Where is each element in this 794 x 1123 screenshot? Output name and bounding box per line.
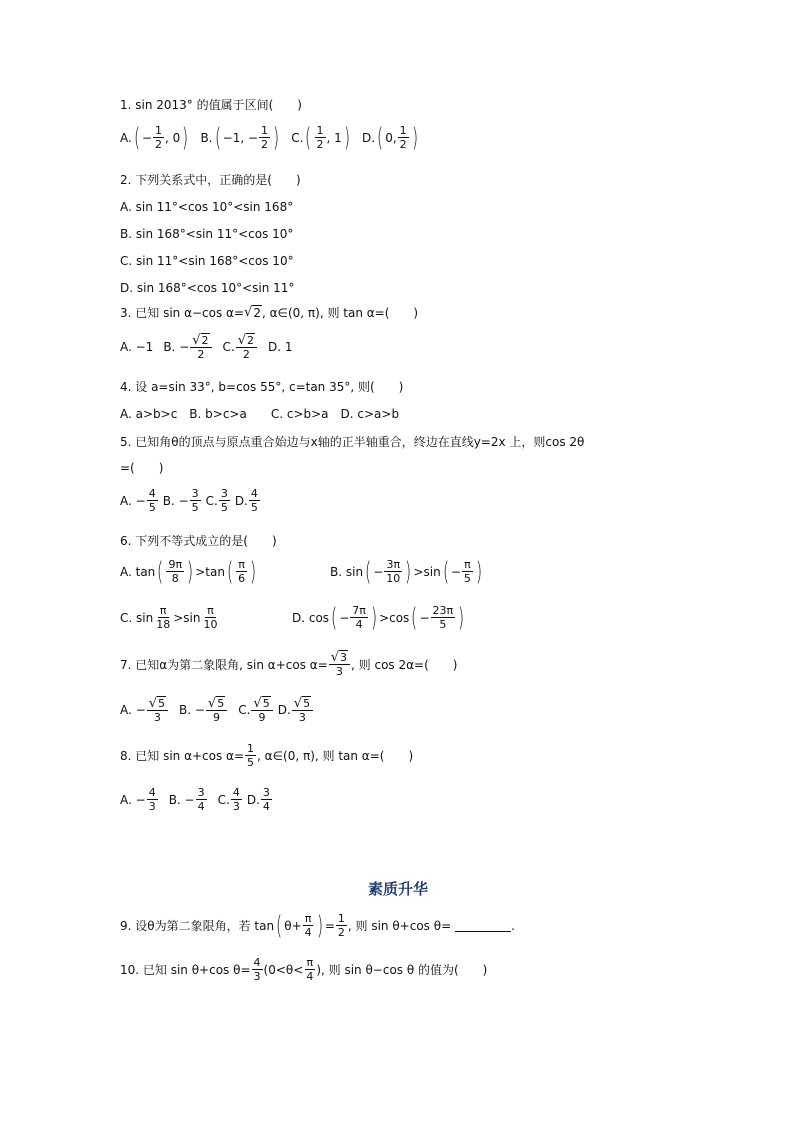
q3-c-label: C. [222,340,235,354]
q6-option-c: C. sin $\frac{\pi}{18}$ >sin $\frac{\pi}{10}$ [120,604,218,631]
q10-stem: 10. 已知 sin θ+cos θ= $\frac{4}{3}$ (0<θ< $\frac{\pi}{4}$ ), 则 sin θ−cos θ 的值为( ) [120,956,488,983]
q1-a-frac: $\frac{1}{2}$ [155,124,163,151]
q1-b-label: B. [200,130,213,145]
q5-stem-line2: =( ) [120,461,164,475]
q3-stem: 3. 已知 sin α−cos α= √ 2 , α∈(0, π), 则 tan α=( ) [120,305,419,320]
q3-option-a: A. −1 [120,340,154,354]
q5-c-frac: $\frac{3}{5}$ [220,487,228,514]
q2-option-b: B. sin 168°<sin 11°<cos 10° [120,227,294,241]
q8-stem: 8. 已知 sin α+cos α= $\frac{1}{5}$ , α∈(0, π), 则 tan α=( ) [120,742,414,769]
section-title: 素质升华 [355,878,441,900]
q7-options: A. − $\frac{√5}{3}$ B. − $\frac{√5}{9}$ C. $\frac{√5}{9}$ D. $\frac{√5}{3}$ [120,696,314,724]
q5-options: A. − $\frac{4}{5}$ B. − $\frac{3}{5}$ C. $\frac{3}{5}$ D. $\frac{4}{5}$ [120,487,258,514]
q9-stem: 9. 设θ为第二象限角，若 tan ( θ+ $\frac{\pi}{4}$ ) = $\frac{1}{2}$ , 则 sin θ+cos θ= . [120,910,515,941]
q3-b-frac: $\frac{√2}{2}$ [190,333,211,361]
q1-a-label: A. [120,130,132,145]
q1-b-frac: $\frac{1}{2}$ [261,124,269,151]
q2-option-c: C. sin 11°<sin 168°<cos 10° [120,254,294,268]
q6-option-b: B. sin ( − $\frac{3\pi}{10}$ ) >sin ( − $\frac{\pi}{5}$ ) [330,556,483,587]
q1-d-frac: $\frac{1}{2}$ [399,124,407,151]
q7-stem-frac: $\frac{√3}{3}$ [329,650,350,678]
q1-c-frac: $\frac{1}{2}$ [316,124,324,151]
q3-option-d: D. 1 [268,340,293,354]
q4-stem: 4. 设 a=sin 33°, b=cos 55°, c=tan 35°, 则( ) [120,380,404,394]
q2-stem: 2. 下列关系式中，正确的是( ) [120,173,301,187]
q5-a-frac: $\frac{4}{5}$ [148,487,156,514]
q5-b-frac: $\frac{3}{5}$ [191,487,199,514]
q6-option-a: A. tan ( $\frac{9\pi}{8}$ ) >tan ( $\frac{\pi}{6}$ ) [120,556,257,587]
q2-option-a: A. sin 11°<cos 10°<sin 168° [120,200,294,214]
q3-options [120,333,293,361]
q3-b-label: B. − [163,340,190,354]
q3-c-frac: $\frac{√2}{2}$ [236,333,257,361]
q2-option-d: D. sin 168°<cos 10°<sin 11° [120,281,295,295]
q8-options: A. − $\frac{4}{3}$ B. − $\frac{3}{4}$ C. $\frac{4}{3}$ D. $\frac{3}{4}$ [120,786,270,813]
q1-options: A. ( − $\frac{1}{2}$ , 0 ) B. ( −1, − $\frac{1}{2}$ ) C. ( $\frac{1}{2}$ , 1 ) D. ( 0, $\frac{1}{2}$ ) [120,122,418,153]
q4-options: A. a>b>c B. b>c>a C. c>b>a D. c>a>b [120,407,400,421]
q5-stem-line1: 5. 已知角θ的顶点与原点重合始边与x轴的正半轴重合，终边在直线y=2x 上，则cos 2θ [120,435,585,449]
q6-option-d: D. cos ( − $\frac{7\pi}{4}$ ) >cos ( − $\frac{23\pi}{5}$ ) [292,602,465,633]
q1-c-label: C. [291,130,304,145]
q9-answer-blank [455,919,511,932]
q7-stem: 7. 已知α为第二象限角, sin α+cos α= $\frac{√3}{3}$ , 则 cos 2α=( ) [120,650,458,678]
q1-d-label: D. [361,130,376,145]
q1-stem: 1. sin 2013° 的值属于区间( ) [120,98,302,112]
q6-stem: 6. 下列不等式成立的是( ) [120,534,277,548]
q5-d-frac: $\frac{4}{5}$ [250,487,258,514]
q8-stem-frac: $\frac{1}{5}$ [247,742,255,769]
